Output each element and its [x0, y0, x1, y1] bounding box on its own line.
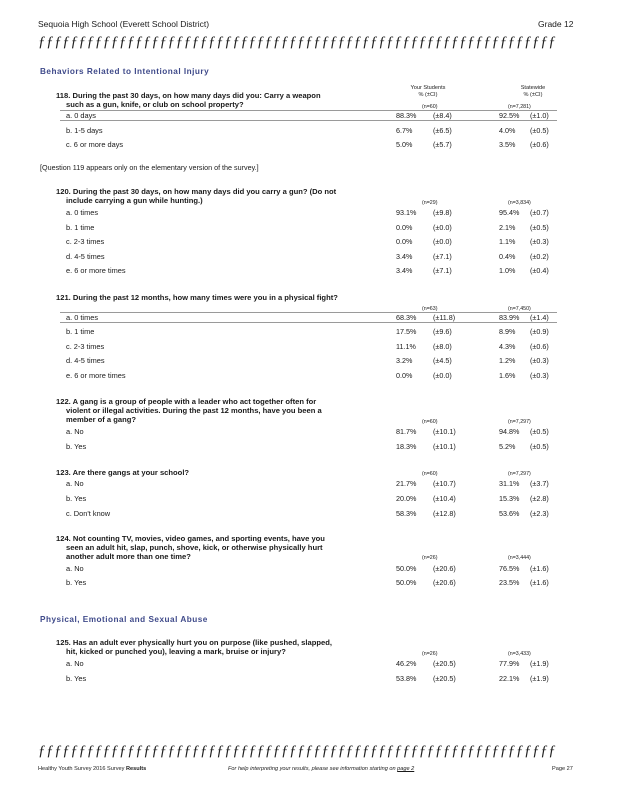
state-ci: (±1.6): [530, 578, 549, 587]
state-percent: 1.0%: [499, 266, 516, 275]
sample-size-school: (n=26): [422, 651, 438, 657]
school-percent: 3.4%: [396, 252, 413, 261]
option-label: a. 0 times: [66, 208, 99, 217]
question-118: [56, 91, 321, 109]
question-line: member of a gang?: [66, 415, 137, 424]
state-percent: 1.2%: [499, 356, 516, 365]
school-percent: 11.1%: [396, 342, 416, 351]
state-ci: (±0.5): [530, 427, 549, 436]
state-percent: 2.1%: [499, 223, 516, 232]
state-ci: (±0.6): [530, 140, 549, 149]
state-ci: (±0.5): [530, 442, 549, 451]
state-percent: 92.5%: [499, 111, 520, 120]
school-percent: 3.2%: [396, 356, 413, 365]
row-divider: [60, 120, 557, 121]
question-line: such as a gun, knife, or club on school property?: [66, 100, 244, 109]
school-ci: (±6.5): [433, 126, 452, 135]
school-ci: (±7.1): [433, 266, 452, 275]
option-label: b. Yes: [66, 442, 87, 451]
school-ci: (±7.1): [433, 252, 452, 261]
state-percent: 23.5%: [499, 578, 520, 587]
question-line: seen an adult hit, slap, punch, shove, kick, or otherwise physically hurt: [66, 543, 323, 552]
sample-size-school: (n=26): [422, 555, 438, 561]
option-label: a. 0 times: [66, 313, 99, 322]
option-label: a. No: [66, 479, 84, 488]
column-header-students-sub: % (±CI): [418, 92, 438, 98]
elementary-version-note: [Question 119 appears only on the elementary version of the survey.]: [40, 163, 259, 172]
state-ci: (±0.7): [530, 208, 549, 217]
footer-survey-title: [38, 766, 146, 772]
state-ci: (±0.4): [530, 266, 549, 275]
question-123: [56, 468, 189, 477]
state-percent: 53.6%: [499, 509, 520, 518]
footer-help-text: For help interpreting your results, please see information starting on: [228, 766, 398, 772]
school-percent: 53.8%: [396, 674, 417, 683]
school-ci: (±10.4): [433, 494, 456, 503]
option-label: e. 6 or more times: [66, 266, 126, 275]
state-percent: 4.3%: [499, 342, 516, 351]
school-percent: 93.1%: [396, 208, 417, 217]
question-line: 121. During the past 12 months, how many times were you in a physical fight?: [56, 293, 338, 302]
option-label: c. 2-3 times: [66, 342, 105, 351]
state-percent: 94.8%: [499, 427, 520, 436]
question-120: [56, 187, 336, 205]
school-ci: (±5.7): [433, 140, 452, 149]
option-label: d. 4-5 times: [66, 252, 105, 261]
sample-size-state: (n=7,450): [508, 306, 531, 312]
section-title-intentional-injury: Behaviors Related to Intentional Injury: [40, 67, 210, 76]
option-label: a. No: [66, 564, 84, 573]
state-ci: (±0.2): [530, 252, 549, 261]
state-percent: 8.9%: [499, 327, 516, 336]
question-line: 124. Not counting TV, movies, video games, and sporting events, have you: [56, 534, 325, 543]
state-ci: (±1.4): [530, 313, 549, 322]
school-percent: 3.4%: [396, 266, 413, 275]
option-label: e. 6 or more times: [66, 371, 126, 380]
state-percent: 95.4%: [499, 208, 520, 217]
option-label: a. No: [66, 659, 84, 668]
state-percent: 83.9%: [499, 313, 520, 322]
column-header-students-label: Your Students: [410, 85, 446, 91]
school-ci: (±10.1): [433, 442, 456, 451]
school-percent: 50.0%: [396, 578, 417, 587]
option-label: b. 1 time: [66, 327, 95, 336]
bottom-separator: ƒƒƒƒƒƒƒƒƒƒƒƒƒƒƒƒƒƒƒƒƒƒƒƒƒƒƒƒƒƒƒƒƒƒƒƒƒƒƒƒƒƒƒƒƒƒƒƒƒƒƒƒƒƒƒƒƒƒƒƒƒƒƒƒ: [38, 743, 557, 759]
school-percent: 50.0%: [396, 564, 417, 573]
school-ci: (±20.5): [433, 659, 456, 668]
question-line: 118. During the past 30 days, on how many days did you: Carry a weapon: [56, 91, 321, 100]
state-ci: (±1.9): [530, 659, 549, 668]
column-header-statewide-sub: % (±CI): [523, 92, 543, 98]
option-label: c. 6 or more days: [66, 140, 124, 149]
school-ci: (±10.7): [433, 479, 456, 488]
row-divider: [60, 312, 557, 313]
question-line: 123. Are there gangs at your school?: [56, 468, 190, 477]
school-percent: 20.0%: [396, 494, 417, 503]
sample-size-state: (n=3,433): [508, 651, 531, 657]
option-label: b. Yes: [66, 578, 87, 587]
option-label: c. 2-3 times: [66, 237, 105, 246]
state-percent: 1.1%: [499, 237, 516, 246]
school-ci: (±10.1): [433, 427, 456, 436]
state-ci: (±3.7): [530, 479, 549, 488]
sample-size-state: (n=7,297): [508, 419, 531, 425]
report-header-school: Sequoia High School (Everett School District): [38, 19, 210, 29]
school-ci: (±11.8): [433, 313, 456, 322]
school-ci: (±0.0): [433, 371, 452, 380]
state-percent: 77.9%: [499, 659, 520, 668]
question-line: 125. Has an adult ever physically hurt you on purpose (like pushed, slapped,: [56, 638, 332, 647]
state-ci: (±1.9): [530, 674, 549, 683]
state-percent: 1.6%: [499, 371, 516, 380]
state-ci: (±0.3): [530, 237, 549, 246]
option-label: b. Yes: [66, 674, 87, 683]
state-percent: 3.5%: [499, 140, 516, 149]
state-ci: (±1.6): [530, 564, 549, 573]
state-ci: (±0.9): [530, 327, 549, 336]
question-121: [56, 293, 338, 302]
sample-size-state: (n=7,297): [508, 471, 531, 477]
state-ci: (±2.8): [530, 494, 549, 503]
school-percent: 46.2%: [396, 659, 417, 668]
school-ci: (±8.4): [433, 111, 452, 120]
option-label: a. No: [66, 427, 84, 436]
school-ci: (±8.0): [433, 342, 452, 351]
school-ci: (±20.6): [433, 578, 456, 587]
school-ci: (±4.5): [433, 356, 452, 365]
top-separator: ƒƒƒƒƒƒƒƒƒƒƒƒƒƒƒƒƒƒƒƒƒƒƒƒƒƒƒƒƒƒƒƒƒƒƒƒƒƒƒƒƒƒƒƒƒƒƒƒƒƒƒƒƒƒƒƒƒƒƒƒƒƒƒƒ: [38, 34, 557, 50]
state-ci: (±0.5): [530, 223, 549, 232]
state-ci: (±0.6): [530, 342, 549, 351]
school-ci: (±0.0): [433, 223, 452, 232]
school-percent: 17.5%: [396, 327, 417, 336]
school-ci: (±9.6): [433, 327, 452, 336]
state-ci: (±2.3): [530, 509, 549, 518]
footer-results: Results: [126, 766, 147, 772]
sample-size-state: (n=7,281): [508, 104, 531, 110]
state-ci: (±0.3): [530, 371, 549, 380]
school-ci: (±12.8): [433, 509, 456, 518]
state-ci: (±0.3): [530, 356, 549, 365]
school-percent: 5.0%: [396, 140, 413, 149]
school-percent: 58.3%: [396, 509, 417, 518]
school-percent: 18.3%: [396, 442, 417, 451]
school-percent: 0.0%: [396, 223, 413, 232]
section-title-abuse: Physical, Emotional and Sexual Abuse: [40, 615, 208, 624]
option-label: b. 1-5 days: [66, 126, 103, 135]
footer-help-note: [228, 766, 414, 772]
question-124: [56, 534, 325, 561]
column-header-statewide-label: Statewide: [520, 85, 546, 91]
option-label: d. 4-5 times: [66, 356, 105, 365]
school-percent: 81.7%: [396, 427, 417, 436]
school-ci: (±9.8): [433, 208, 452, 217]
school-ci: (±20.6): [433, 564, 456, 573]
state-percent: 22.1%: [499, 674, 520, 683]
school-percent: 6.7%: [396, 126, 413, 135]
question-line: 120. During the past 30 days, on how many days did you carry a gun? (Do not: [56, 187, 337, 196]
option-label: c. Don't know: [66, 509, 111, 518]
question-125: [56, 638, 332, 656]
state-percent: 15.3%: [499, 494, 520, 503]
question-line: hit, kicked or punched you), leaving a mark, bruise or injury?: [66, 647, 286, 656]
report-header-grade: Grade 12: [538, 19, 574, 29]
state-percent: 4.0%: [499, 126, 516, 135]
sample-size-school: (n=60): [422, 104, 438, 110]
state-percent: 5.2%: [499, 442, 516, 451]
school-ci: (±20.5): [433, 674, 456, 683]
footer-page-number: Page 27: [552, 766, 573, 772]
row-divider: [60, 322, 557, 323]
question-122: [56, 397, 322, 424]
question-line: include carrying a gun while hunting.): [66, 196, 203, 205]
option-label: b. 1 time: [66, 223, 95, 232]
sample-size-school: (n=60): [422, 471, 438, 477]
question-line: another adult more than one time?: [66, 552, 191, 561]
column-header-students: [398, 85, 458, 99]
row-divider: [60, 110, 557, 111]
school-ci: (±0.0): [433, 237, 452, 246]
state-ci: (±1.0): [530, 111, 549, 120]
school-percent: 68.3%: [396, 313, 417, 322]
sample-size-state: (n=3,834): [508, 200, 531, 206]
question-line: 122. A gang is a group of people with a leader who act together often for: [56, 397, 317, 406]
state-percent: 76.5%: [499, 564, 520, 573]
state-percent: 0.4%: [499, 252, 516, 261]
footer-page-link[interactable]: page 2: [397, 766, 415, 772]
school-percent: 88.3%: [396, 111, 417, 120]
state-ci: (±0.5): [530, 126, 549, 135]
sample-size-state: (n=3,444): [508, 555, 531, 561]
footer-survey-name: Healthy Youth Survey 2016 Survey: [38, 766, 127, 772]
school-percent: 21.7%: [396, 479, 417, 488]
school-percent: 0.0%: [396, 371, 413, 380]
option-label: b. Yes: [66, 494, 87, 503]
school-percent: 0.0%: [396, 237, 413, 246]
state-percent: 31.1%: [499, 479, 520, 488]
sample-size-school: (n=60): [422, 419, 438, 425]
sample-size-school: (n=29): [422, 200, 438, 206]
question-line: violent or illegal activities. During the past 12 months, have you been a: [66, 406, 322, 415]
column-header-statewide: [503, 85, 563, 99]
sample-size-school: (n=63): [422, 306, 438, 312]
option-label: a. 0 days: [66, 111, 96, 120]
